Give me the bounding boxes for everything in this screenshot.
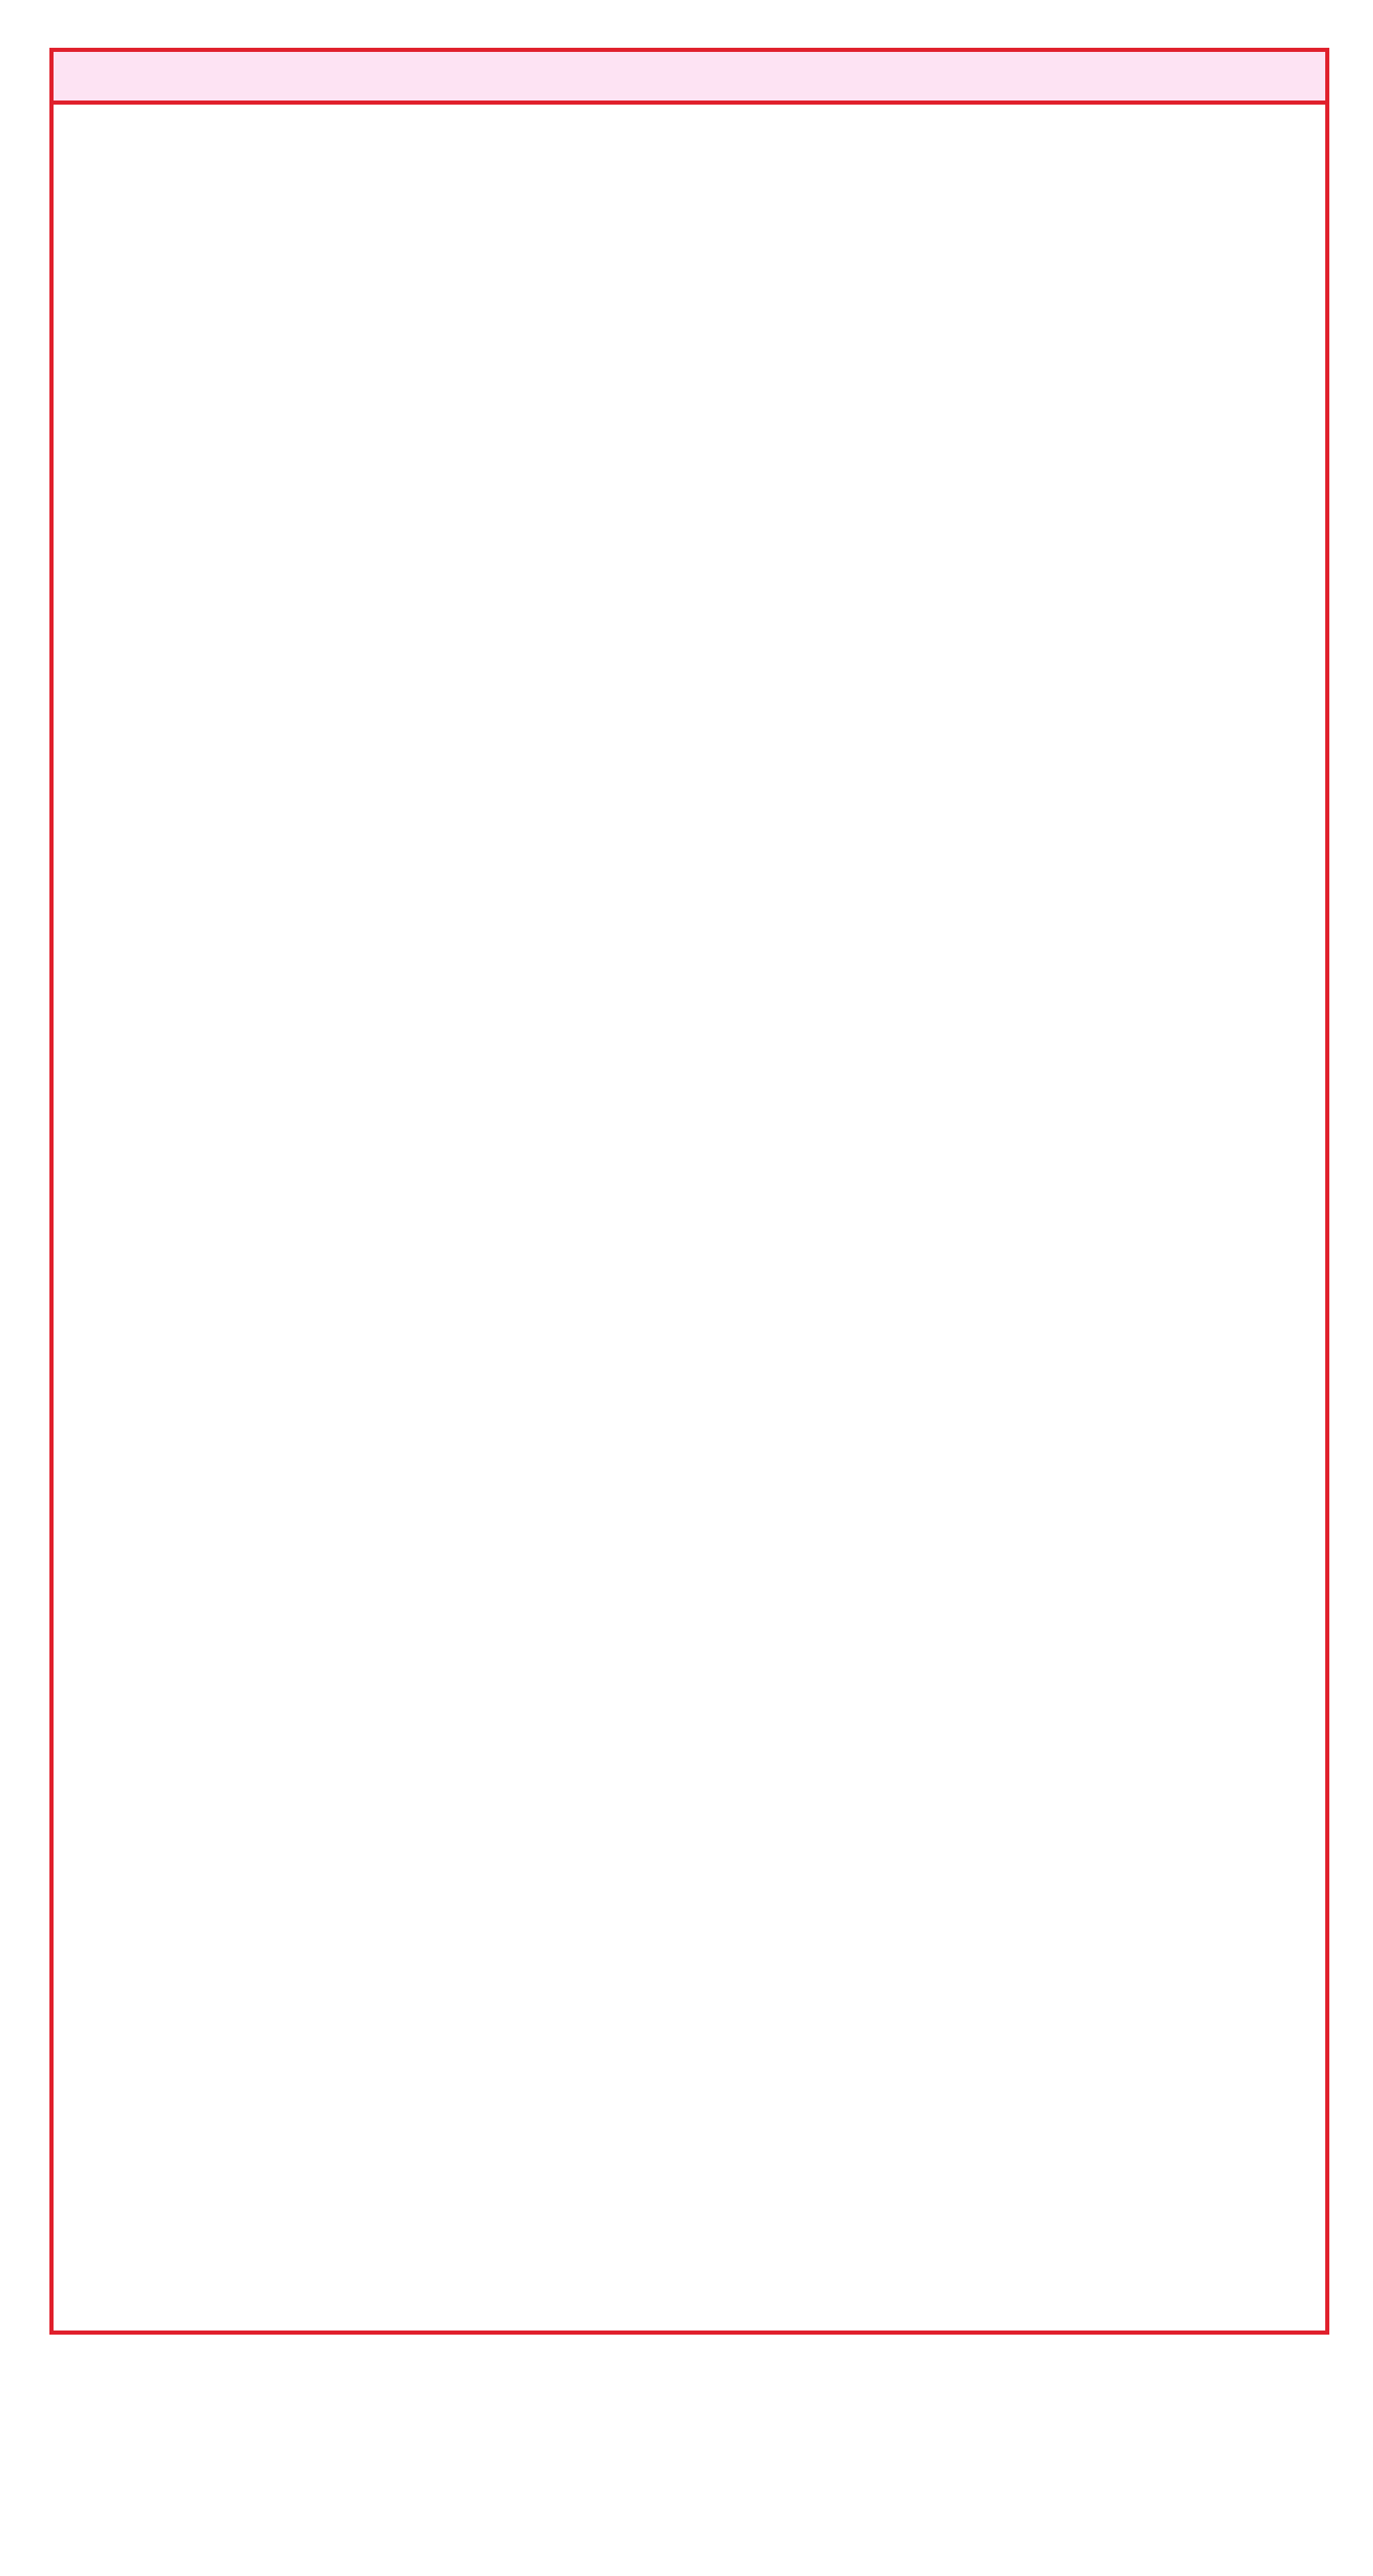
footnotes <box>58 2386 117 2485</box>
comparison-table <box>49 48 1329 2335</box>
footnote-1 <box>58 2386 117 2435</box>
footnote-2 <box>58 2435 117 2485</box>
table-title <box>54 52 1325 105</box>
